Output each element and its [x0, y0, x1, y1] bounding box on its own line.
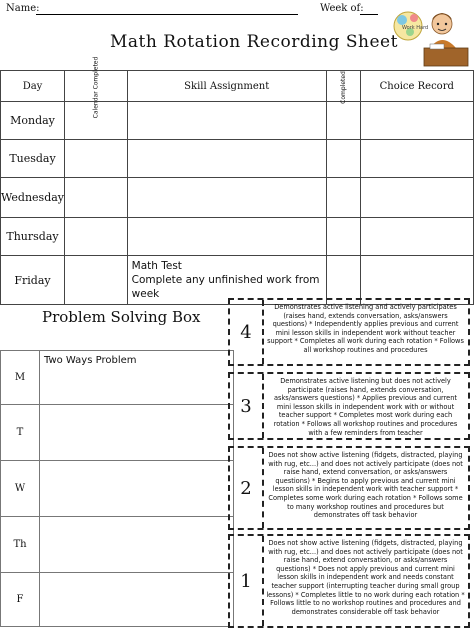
col-skill: Skill Assignment: [127, 71, 326, 102]
day-label: Friday: [1, 256, 65, 305]
day-label: F: [1, 573, 40, 627]
day-label: Th: [1, 517, 40, 573]
table-row: [1, 178, 474, 218]
rubric-description: Demonstrates active listening but does not actively participate (raises hand, extends conversation, asks/answers questions) * Applies previous and current mini lesson skills in independent work with or without teacher support * Completes most work during each rotation * Follows all workshop routines and procedures with a few reminders from teacher: [273, 377, 458, 436]
week-line[interactable]: [360, 14, 378, 15]
rubric-box-3: [228, 372, 470, 440]
rubric-score: 2: [230, 448, 264, 528]
calendar-check-cell[interactable]: [65, 256, 128, 305]
problem-cell[interactable]: Two Ways Problem: [40, 351, 234, 405]
table-row: [1, 405, 234, 461]
calendar-check-cell[interactable]: [65, 178, 128, 218]
problem-cell[interactable]: [40, 573, 234, 627]
schedule-table: [0, 56, 474, 305]
rubric-box-4: [228, 298, 470, 366]
rubric-box-2: [228, 446, 470, 530]
table-row: [1, 140, 474, 178]
col-choice: Choice Record: [360, 71, 473, 102]
rubric-description: Does not show active listening (fidgets, distracted, playing with rug, etc...) and does not actively participate (does not raise hand, extend conversation, or asks/answers questions) * Begins to apply previous and current mini lesson skills in independent work with teacher support * Completes some work during each rotation * Follows some to many workshop routines and procedures but demonstrates off task behavior: [268, 451, 463, 520]
rubric-box-1: [228, 534, 470, 628]
rubric-score: 3: [230, 374, 264, 438]
choice-cell[interactable]: [360, 102, 473, 140]
rubric-description: Does not show active listening (fidgets, distracted, playing with rug, etc...) and does not actively participate (does not raise hand, extend conversation, or asks/answers questions) * Does not apply previous and current mini lesson skills in independent work and needs constant teacher support (interrupting teacher during small group lessons) * Completes little to no work during each rotation * Follows little to no workshop routines and procedures and demonstrates considerable off task behavior: [266, 539, 465, 616]
skill-cell[interactable]: [127, 218, 326, 256]
rubric-score: 1: [230, 536, 264, 626]
page-title: Math Rotation Recording Sheet: [110, 32, 398, 52]
name-label: Name:: [6, 3, 40, 14]
problem-cell[interactable]: [40, 517, 234, 573]
completed-cell[interactable]: [326, 218, 360, 256]
skill-cell[interactable]: [127, 140, 326, 178]
completed-cell[interactable]: [326, 178, 360, 218]
calendar-check-cell[interactable]: [65, 140, 128, 178]
day-label: M: [1, 351, 40, 405]
rubric-description: Demonstrates active listening and actively participates (raises hand, extends conversation, asks/answers questions) * Independently applies previous and current mini lesson skills in independent work without teacher support * Completes all work during each rotation * Follows all workshop routines and procedures: [267, 303, 464, 354]
skill-cell[interactable]: [127, 102, 326, 140]
day-label: Wednesday: [1, 178, 65, 218]
day-label: W: [1, 461, 40, 517]
name-line[interactable]: [36, 14, 298, 15]
day-label: T: [1, 405, 40, 461]
choice-cell[interactable]: [360, 218, 473, 256]
clip-bubble-text: Work Hard: [402, 25, 429, 31]
day-label: Monday: [1, 102, 65, 140]
table-row: [1, 102, 474, 140]
day-label: Thursday: [1, 218, 65, 256]
skill-cell[interactable]: [127, 178, 326, 218]
problem-solving-title: Problem Solving Box: [42, 308, 201, 326]
problem-solving-table: [0, 350, 234, 627]
table-row: [1, 461, 234, 517]
table-row: [1, 517, 234, 573]
col-day: Day: [1, 71, 65, 102]
teacher-clipart-icon: [380, 4, 470, 68]
rubric-score: 4: [230, 300, 264, 364]
skill-cell[interactable]: Math Test Complete any unfinished work from week: [127, 256, 326, 305]
completed-cell[interactable]: [326, 102, 360, 140]
rubric: [228, 298, 472, 628]
table-row: [1, 351, 234, 405]
table-row: [1, 573, 234, 627]
col-calendar: Calendar Completed: [65, 71, 128, 102]
problem-cell[interactable]: [40, 461, 234, 517]
completed-cell[interactable]: [326, 140, 360, 178]
choice-cell[interactable]: [360, 178, 473, 218]
day-label: Tuesday: [1, 140, 65, 178]
col-completed: Completed: [326, 71, 360, 102]
choice-cell[interactable]: [360, 140, 473, 178]
table-row: [1, 218, 474, 256]
week-label: Week of:: [320, 3, 364, 14]
calendar-check-cell[interactable]: [65, 218, 128, 256]
problem-cell[interactable]: [40, 405, 234, 461]
